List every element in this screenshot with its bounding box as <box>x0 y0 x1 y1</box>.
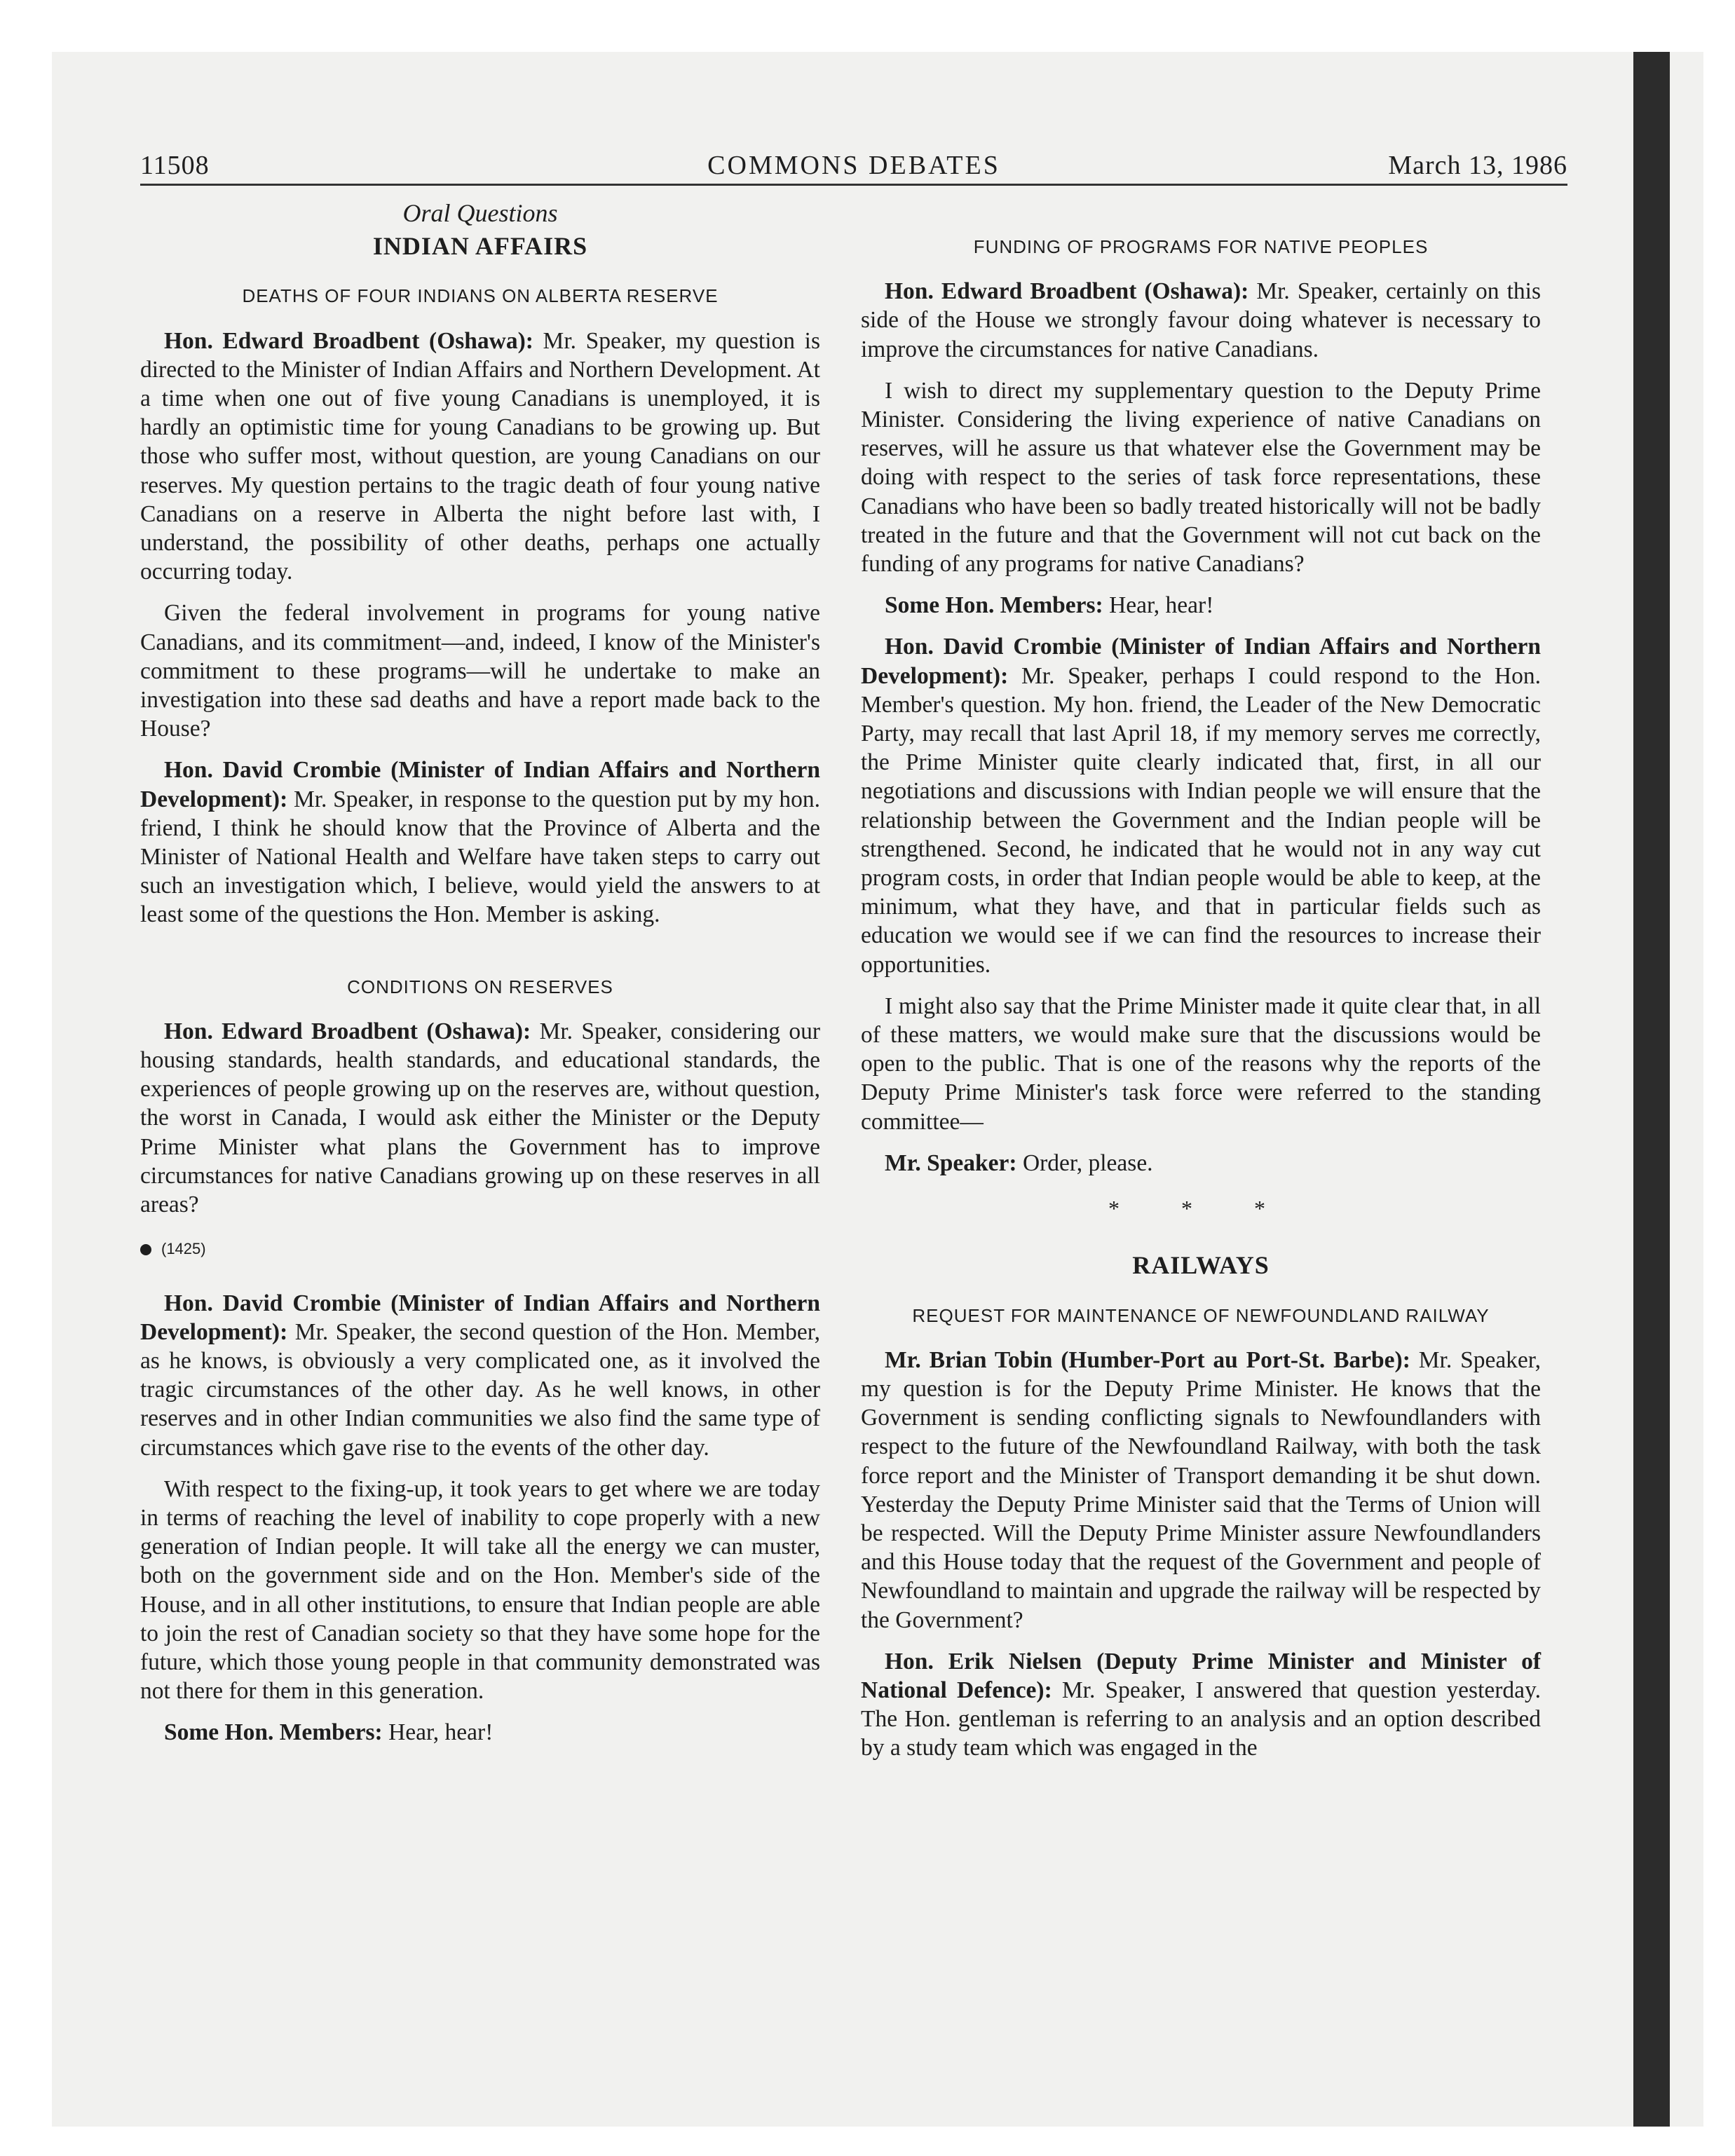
bullet-icon <box>140 1244 151 1255</box>
subheading-conditions: CONDITIONS ON RESERVES <box>347 976 613 997</box>
speech-text: Mr. Speaker, considering our housing standards, health standards, and educational standards, the experiences of people growing up on the reserves are, without question, the worst in Canada, I would ask either the Minister or the Deputy Prime Minister what plans the Government has to improve circumstances for native Canadians growing up on these reserves in all areas? <box>140 1018 820 1218</box>
speech-text: Mr. Speaker, perhaps I could respond to the Hon. Member's question. My hon. friend, the Leader of the New Democratic Party, may recall that last April 18, if my memory serves me correctly, the Prime Minister quite clearly indicated that, first, in all our negotiations and discussions with Indian people we will ensure that the relationship between the Government and the Indian people will be strengthened. Second, he indicated that he would not in any way cut program costs, in order that Indian people would be able to keep, at the minimum, what they have, and that in particular fields such as education we would see if we can find the resources to increase their opportunities. <box>861 662 1541 978</box>
paragraph: I wish to direct my supplementary question to the Deputy Prime Minister. Considering the living experience of native Canadians on reserves, will he assure us that whatever else the Government may be doing with respect to the series of task force representations, these Canadians who have been so badly treated historically will not be badly treated in the future and that the Government will not cut back on the funding of any programs for native Canadians? <box>861 377 1541 578</box>
speaker: Hon. Edward Broadbent (Oshawa): <box>164 327 533 354</box>
heading-indian-affairs: INDIAN AFFAIRS <box>372 232 588 261</box>
document-page <box>140 150 1567 1761</box>
speech-text: Order, please. <box>1016 1149 1153 1176</box>
speaker: Some Hon. Members: <box>164 1719 383 1746</box>
paragraph <box>861 1149 1541 1178</box>
speaker: Hon. David Crombie (Minister of Indian Affairs and Northern Development): <box>140 757 820 812</box>
right-column <box>861 233 1541 1775</box>
paragraph: Given the federal involvement in programs for young native Canadians, and its commitment—and, indeed, I know of the Minister's commitment to these programs—will he undertake to make an investigation into these sad deaths and have a report made back to the House? <box>140 600 820 742</box>
heading-railways: RAILWAYS <box>1132 1251 1270 1280</box>
section-divider: * * * <box>1108 1196 1293 1222</box>
speech-text: Mr. Speaker, the second question of the Hon. Member, as he knows, is obviously a very complicated one, as it involved the tragic circumstances of the other day. As he well knows, in other reserves and in other Indian communities we also find the same type of circumstances which gave rise to the events of the other day. <box>140 1318 820 1461</box>
speaker: Some Hon. Members: <box>885 592 1103 619</box>
speech-text: Mr. Speaker, certainly on this side of the House we strongly favour doing whatever is necessary to improve the circumstances for native Canadians. <box>861 278 1541 362</box>
paragraph <box>140 327 820 587</box>
speech-text: Mr. Speaker, my question is for the Deputy Prime Minister. He knows that the Government is sending conflicting signals to Newfoundlanders with respect to the future of the Newfoundland Railway, with both the task force report and the Minister of Transport demanding it be shut down. Yesterday the Deputy Prime Minister said that the Terms of Union will be respected. Will the Deputy Prime Minister assure Newfoundlanders and this House today that the request of the Government and people of Newfoundland to maintain and upgrade the railway will be respected by the Government? <box>861 1346 1541 1633</box>
section-title: Oral Questions <box>402 199 558 227</box>
speaker: Hon. Edward Broadbent (Oshawa): <box>164 1018 531 1044</box>
publication-date: March 13, 1986 <box>1388 151 1567 180</box>
subheading-funding: FUNDING OF PROGRAMS FOR NATIVE PEOPLES <box>973 236 1429 257</box>
speech-text: Hear, hear! <box>382 1719 494 1746</box>
page-number: 11508 <box>140 151 210 180</box>
scan-edge <box>1633 52 1670 2127</box>
speech-text: Mr. Speaker, my question is directed to the Minister of Indian Affairs and Northern Development. At a time when one out of five young Canadians is unemployed, it is hardly an optimistic time for young Canadians to be growing up. But those who suffer most, without question, are young Canadians on our reserves. My question pertains to the tragic death of four young native Canadians on a reserve in Alberta the night before last with, I understand, the possibility of other deaths, perhaps one actually occurring today. <box>140 327 820 585</box>
paragraph: With respect to the fixing-up, it took years to get where we are today in terms of reaching the level of inability to cope properly with a new generation of Indian people. It will take all the energy we can muster, both on the government side and on the Hon. Member's side of the House, and in all other institutions, to ensure that Indian people are able to join the rest of Canadian society so that they have some hope for the future, which those young people in that community demonstrated was not there for them in this generation. <box>140 1475 820 1705</box>
subheading-deaths: DEATHS OF FOUR INDIANS ON ALBERTA RESERVE <box>242 285 719 307</box>
paragraph <box>861 1647 1541 1763</box>
speech-text: Mr. Speaker, in response to the question put by my hon. friend, I think he should know that the Province of Alberta and the Minister of National Health and Welfare have taken steps to carry out such an investigation which, I believe, would yield the answers to at least some of the questions the Hon. Member is asking. <box>140 786 820 928</box>
time-stamp: (1425) <box>161 1240 206 1258</box>
paragraph <box>140 1289 820 1462</box>
speaker: Hon. David Crombie (Minister of Indian Affairs and Northern Development): <box>140 1290 820 1345</box>
subheading-railway: REQUEST FOR MAINTENANCE OF NEWFOUNDLAND RAILWAY <box>912 1304 1490 1326</box>
speaker: Hon. Erik Nielsen (Deputy Prime Minister and Minister of National Defence): <box>861 1648 1541 1703</box>
paragraph <box>861 1346 1541 1635</box>
paragraph <box>140 1718 820 1747</box>
paragraph <box>861 277 1541 364</box>
paragraph <box>140 1017 820 1219</box>
speaker: Hon. David Crombie (Minister of Indian Affairs and Northern Development): <box>861 634 1541 689</box>
speaker: Mr. Speaker: <box>885 1149 1017 1176</box>
publication-title: COMMONS DEBATES <box>707 151 1000 180</box>
speech-text: Mr. Speaker, I answered that question yesterday. The Hon. gentleman is referring to an analysis and an option described by a study team which was engaged in the <box>861 1677 1541 1761</box>
speech-text: Hear, hear! <box>1103 592 1214 619</box>
left-column <box>140 199 820 1760</box>
speaker: Hon. Edward Broadbent (Oshawa): <box>885 278 1249 305</box>
paragraph <box>140 756 820 929</box>
paragraph <box>861 591 1541 620</box>
speaker: Mr. Brian Tobin (Humber-Port au Port-St. Barbe): <box>885 1346 1410 1373</box>
paragraph <box>861 632 1541 978</box>
page-header <box>140 150 1567 186</box>
time-marker <box>140 1234 820 1263</box>
paragraph: I might also say that the Prime Minister made it quite clear that, in all of these matters, we would make sure that the discussions would be open to the public. That is one of the reasons why the reports of the Deputy Prime Minister's task force were referred to the standing committee— <box>861 992 1541 1135</box>
